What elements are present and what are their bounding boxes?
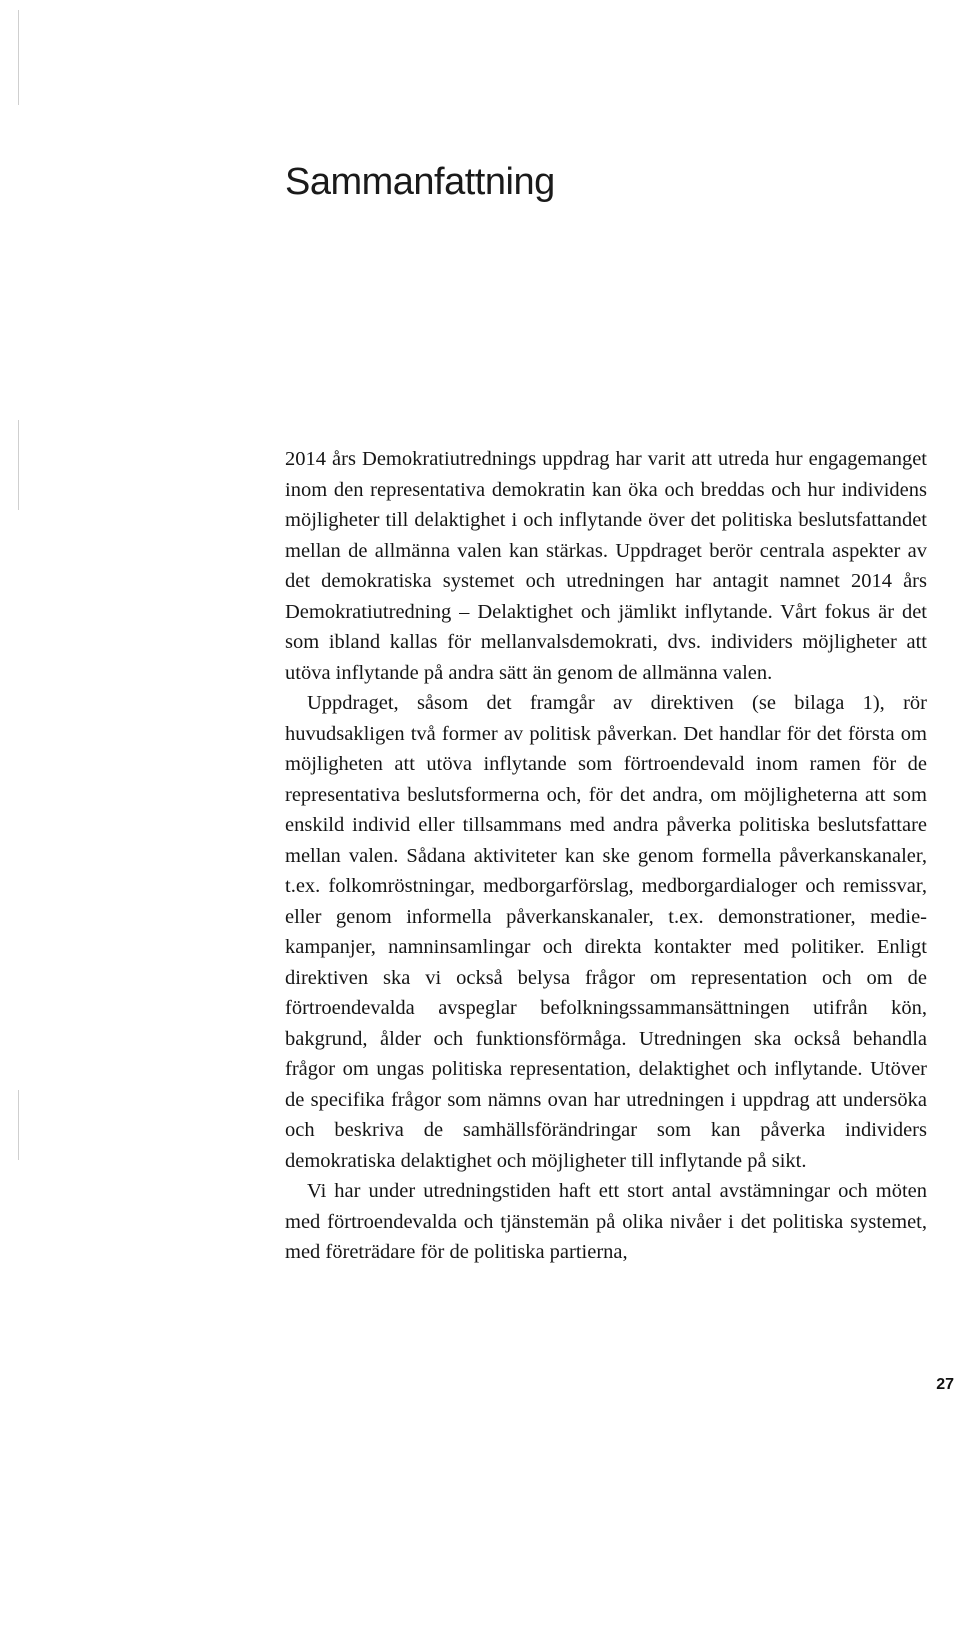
paragraph: 2014 års Demokratiutrednings uppdrag har varit att utreda hur engagemanget inom den representativa demokratin kan öka och breddas och hur individens möjligheter till delaktighet i och inflytande över det politiska beslutsfattandet mellan de allmänna valen kan stärkas. Uppdraget berör centrala aspekter av det demokratiska systemet och utredningen har antagit namnet 2014 års Demokratiutredning – Delaktighet och jämlikt inflytande. Vårt fokus är det som ibland kallas för mellanvalsdemokrati, dvs. individers möjligheter att utöva inflytande på andra sätt än genom de allmänna valen. — [285, 448, 927, 684]
scan-edge-mark — [18, 420, 19, 510]
body-text — [285, 444, 927, 1268]
scan-edge-mark — [18, 10, 19, 105]
scan-edge-mark — [18, 1090, 19, 1160]
page-title: Sammanfattning — [285, 161, 555, 203]
page-number: 27 — [936, 1376, 954, 1393]
paragraph: Vi har under utredningstiden haft ett stort antal avstämningar och möten med förtroendevalda och tjänstemän på olika nivåer i det politiska systemet, med företrädare för de politiska partierna, — [285, 1180, 927, 1263]
paragraph: Uppdraget, såsom det framgår av direktiven (se bilaga 1), rör huvudsakligen två former av politisk påverkan. Det handlar för det första om möjligheten att utöva inflytande som förtroendevald inom ramen för de representativa beslutsformerna och, för det andra, om möjligheterna att som enskild individ eller tillsammans med andra påverka politiska beslutsfattare mellan valen. Sådana aktiviteter kan ske genom formella påverkanskanaler, t.ex. folkomröstningar, medborgarförslag, medborgardialoger och remissvar, eller genom informella påverkanskanaler, t.ex. demonstrationer, mediekampanjer, namninsamlingar och direkta kontakter med politiker. Enligt direktiven ska vi också belysa frågor om representation och om de förtroendevalda avspeglar befolkningssammansättningen utifrån kön, bakgrund, ålder och funktionsförmåga. Utredningen ska också behandla frågor om ungas politiska representation, delaktighet och inflytande. Utöver de specifika frågor som nämns ovan har utredningen i uppdrag att undersöka och beskriva de samhällsförändringar som kan påverka individers demokratiska delaktighet och möjligheter till inflytande på sikt. — [285, 692, 927, 1172]
